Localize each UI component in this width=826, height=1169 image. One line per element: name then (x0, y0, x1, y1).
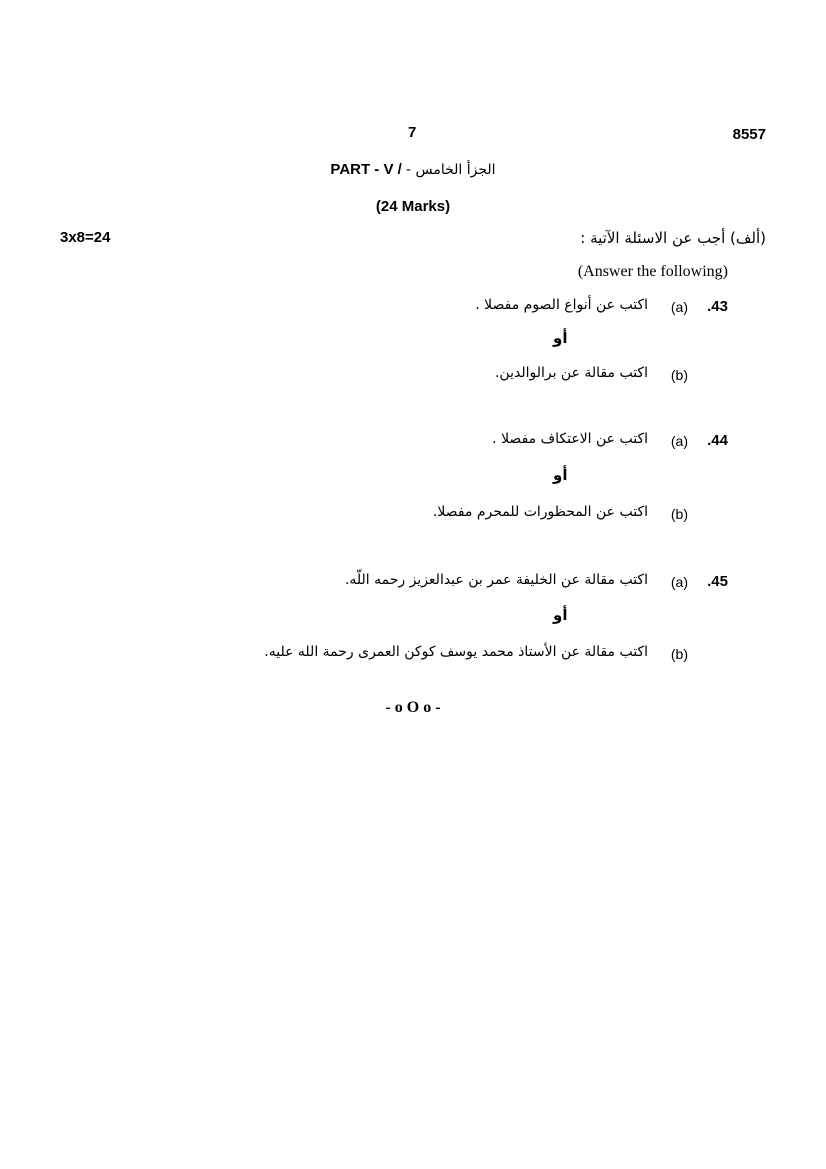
part-title-en: PART - V / (330, 161, 402, 178)
option-b-text: اكتب مقالة عن الأستاذ محمد يوسف كوكن العمرى رحمة الله عليه. (264, 644, 648, 660)
instruction-arabic: (ألف) أجب عن الاسئلة الآتية : (580, 229, 766, 247)
page-number: 7 (408, 124, 417, 141)
question-number: .45 (707, 573, 728, 590)
option-b-text: اكتب عن المحظورات للمحرم مفصلا. (432, 504, 648, 520)
option-a-text: اكتب مقالة عن الخليفة عمر بن عبدالعزيز رحمه اللّه. (344, 572, 648, 588)
marks-formula: 3x8=24 (60, 229, 111, 246)
question-number: .43 (707, 298, 728, 315)
option-b-label: (b) (670, 367, 688, 383)
or-separator: أو (553, 329, 568, 347)
option-b-label: (b) (670, 506, 688, 522)
paper-code: 8557 (732, 126, 766, 143)
question-number: .44 (707, 432, 728, 449)
option-a-text: اكتب عن أنواع الصوم مفصلا . (475, 297, 648, 313)
option-a-label: (a) (670, 433, 688, 449)
option-b-label: (b) (670, 646, 688, 662)
option-a-label: (a) (670, 574, 688, 590)
option-b-text: اكتب مقالة عن برالوالدين. (494, 365, 648, 381)
option-a-text: اكتب عن الاعتكاف مفصلا . (492, 431, 648, 447)
or-separator: أو (553, 606, 568, 624)
part-marks: (24 Marks) (375, 198, 451, 215)
option-a-label: (a) (670, 299, 688, 315)
part-title-ar: الجزأ الخامس - (405, 162, 496, 178)
part-heading (0, 161, 826, 178)
instruction-english: (Answer the following) (577, 263, 728, 280)
end-of-paper-mark: - o O o - (385, 699, 441, 716)
or-separator: أو (553, 466, 568, 484)
